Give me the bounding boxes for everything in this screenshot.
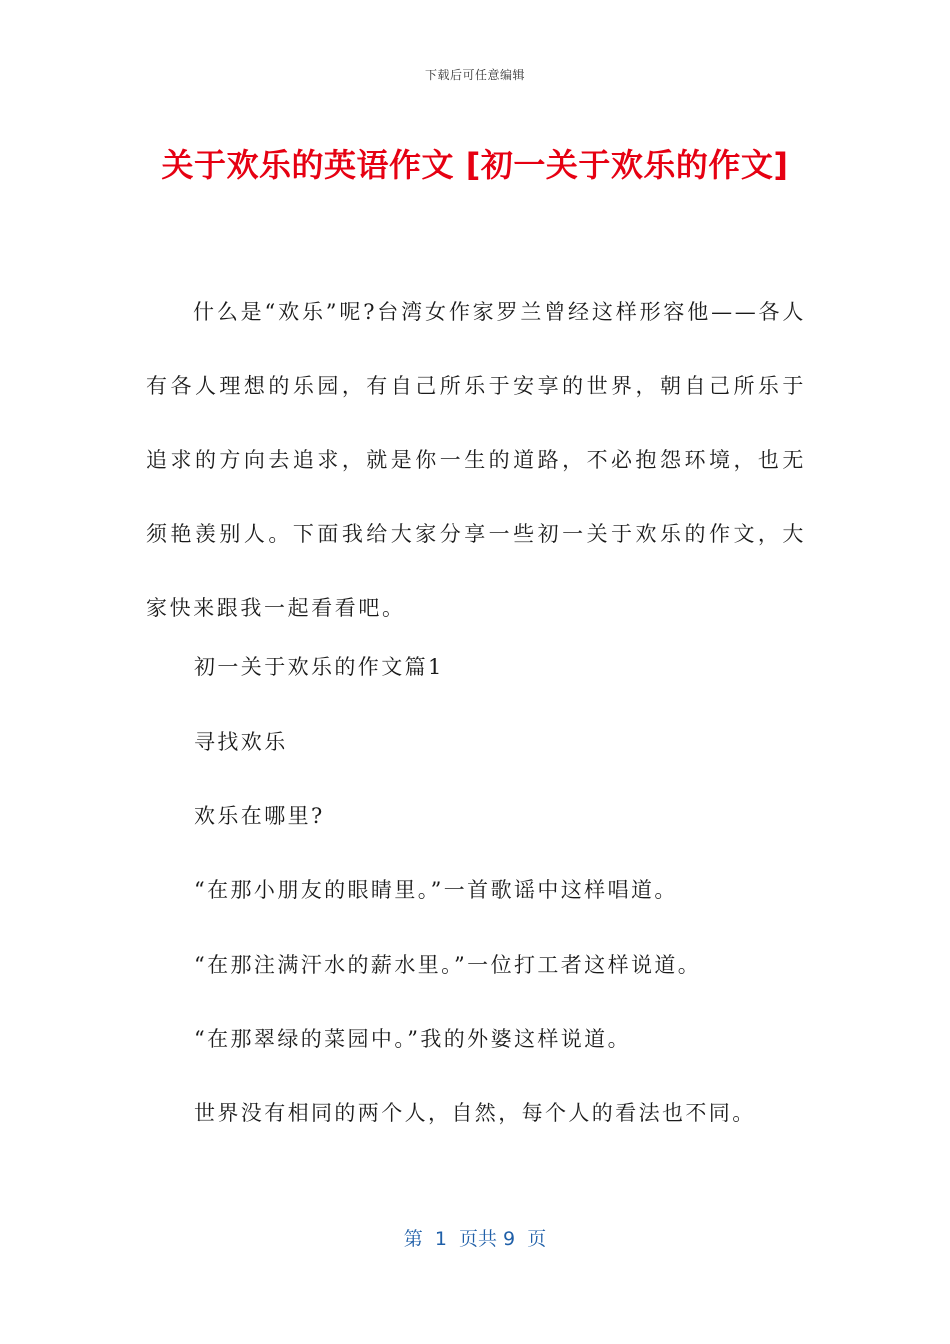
body-paragraph: “在那注满汗水的薪水里。”一位打工者这样说道。 (194, 953, 702, 977)
document-title: 关于欢乐的英语作文 [初一关于欢乐的作文] (161, 146, 789, 184)
essay-title: 寻找欢乐 (194, 730, 288, 754)
header-note: 下载后可任意编辑 (424, 68, 525, 82)
section-heading: 初一关于欢乐的作文篇1 (194, 655, 444, 679)
page-number: 第 1 页共 9 页 (403, 1228, 547, 1250)
body-paragraph: “在那小朋友的眼睛里。”一首歌谣中这样唱道。 (194, 878, 678, 902)
body-paragraph: 世界没有相同的两个人，自然，每个人的看法也不同。 (194, 1101, 756, 1125)
body-paragraph: “在那翠绿的菜园中。”我的外婆这样说道。 (194, 1027, 631, 1051)
intro-paragraph: 什么是“欢乐”呢?台湾女作家罗兰曾经这样形容他——各人有各人理想的乐园，有自己所乐于安享的世界，朝自己所乐于追求的方向去追求，就是你一生的道路，不必抱怨环境，也无须艳羡别人。下面我给大家分享一些初一关于欢乐的作文，大家快来跟我一起看看吧。 (146, 300, 806, 620)
body-paragraph: 欢乐在哪里? (194, 804, 325, 828)
